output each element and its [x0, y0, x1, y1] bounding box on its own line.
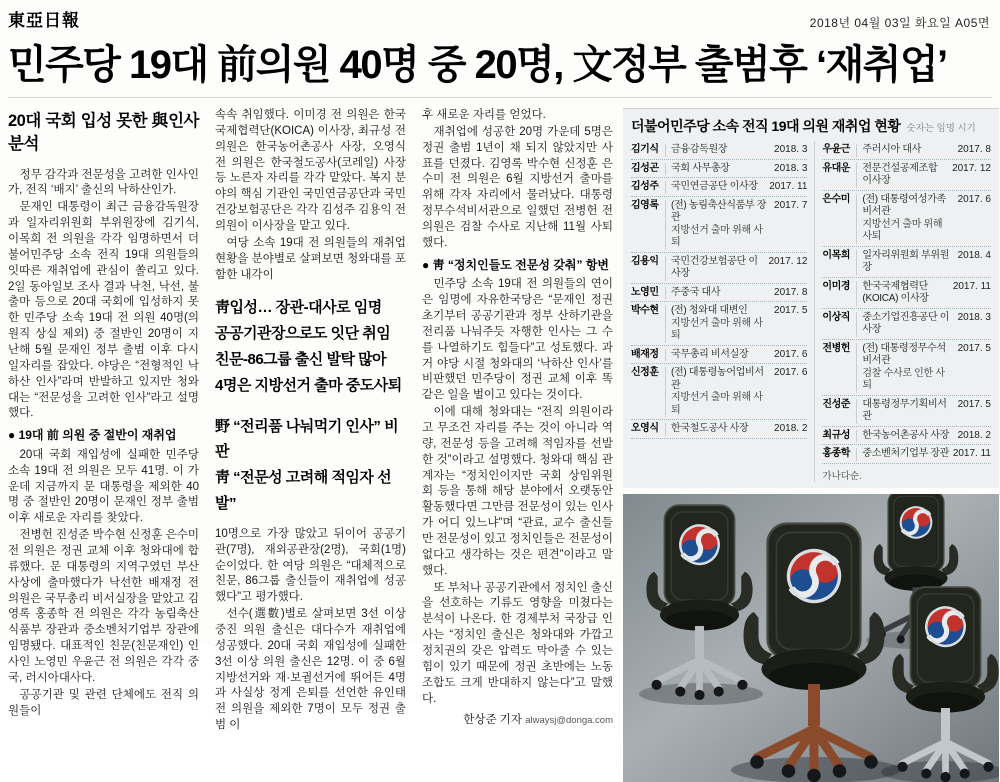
- pull-quote-line: 공공기관장으로도 잇단 취임: [215, 325, 391, 343]
- table-row: [822, 427, 991, 446]
- subhead-1: ● 19대 前 의원 중 절반이 재취업: [8, 428, 177, 443]
- pull-quote-line: 4명은 지방선거 출마 중도사퇴: [215, 376, 402, 394]
- appointment-date: 2017. 7: [774, 199, 808, 211]
- person-name: 신정훈: [631, 367, 659, 378]
- headline-rule: [8, 97, 992, 98]
- table-row: [631, 160, 807, 179]
- person-name: 박수현: [631, 305, 659, 316]
- subhead-2: ● 靑 “정치인들도 전문성 갖춰” 항변: [422, 257, 610, 272]
- position: 금융감독원장: [665, 144, 767, 157]
- appointment-date: 2017. 8: [957, 144, 991, 155]
- appointment-date: 2018. 3: [774, 144, 808, 155]
- paragraph: 또 부처나 공공기관에서 정치인 출신을 선호하는 기류도 영향을 미쳤다는 분석이 나온다. 한 경제부처 국장급 인사는 “정치인 출신은 청와대와 가깝고 정치권의 갖은 압력도 막아줄 수 있는 힘이 있기 때문에 정권 초반에는 노동조합도 크게 반대하지 않는다”고 말했다.: [422, 581, 613, 705]
- person-name: 홍종학: [822, 448, 850, 459]
- chairs-photo: [623, 494, 999, 782]
- appointment-date: 2017. 11: [769, 181, 808, 192]
- table-row: [822, 396, 991, 427]
- person-name: 노영민: [631, 286, 659, 298]
- paragraph: 정무 감각과 전문성을 고려한 인사인가, 전직 ‘배지’ 출신의 낙하산인가.: [8, 168, 199, 197]
- appointment-date: 2018. 2: [774, 423, 808, 434]
- paragraph: 선수(選數)별로 살펴보면 3선 이상 중진 의원 출신은 대다수가 재취업에 성공했다. 20대 국회 재입성에 실패한 3선 이상 의원 출신은 12명. 이 중 6월 지방선거와 재·보궐선거에 뛰어든 4명과 사실상 정계 은퇴를 선언한 유인태 전 의원을 제외한 7명이 모두 정권 출범 이: [215, 608, 406, 732]
- reporter-email: alwaysj@donga.com: [525, 715, 613, 727]
- table-footer: 가나다순.: [822, 470, 862, 482]
- position: 중소벤처기업부 장관: [856, 448, 949, 461]
- person-name: 은수미: [822, 193, 850, 205]
- person-name: 김성곤: [631, 162, 659, 174]
- appointment-date: 2017. 12: [952, 162, 991, 174]
- appointment-date: 2018. 3: [957, 311, 991, 323]
- appointment-date: 2017. 11: [952, 280, 991, 292]
- appointment-date: 2017. 12: [768, 255, 808, 267]
- sidebar-infographic: [623, 108, 999, 782]
- table-title: [631, 116, 991, 136]
- table-row: [822, 445, 991, 464]
- newspaper-logo: 東亞日報: [8, 11, 80, 30]
- appointment-date: 2017. 5: [957, 342, 991, 354]
- appointment-date: 2017. 6: [774, 348, 808, 360]
- main-headline: 민주당 19대 前의원 40명 중 20명, 文정부 출범후 ‘재취업’: [8, 43, 947, 87]
- article-body: [8, 108, 613, 782]
- position: 한국국제협력단(KOICA) 이사장: [856, 281, 949, 306]
- position: 대통령정무기획비서관: [856, 399, 951, 424]
- table-row: [822, 278, 991, 309]
- reporter-name: 한상준 기자: [463, 714, 522, 727]
- position: 한국철도공사 사장: [665, 423, 767, 436]
- person-name: 배재정: [631, 348, 659, 360]
- table-row: [631, 346, 807, 365]
- position: 국무총리 비서실장: [665, 349, 767, 362]
- position: (전) 농림축산식품부 장관 지방선거 출마 위해 사퇴: [665, 200, 767, 250]
- edition-date: 2018년 04월 03일 화요일 A05면: [809, 16, 990, 30]
- person-name: 김영록: [631, 199, 659, 211]
- person-name: 이목희: [822, 249, 850, 261]
- table-row: [631, 178, 807, 197]
- person-name: 전병헌: [822, 342, 850, 354]
- position: (전) 대통령농어업비서관 지방선거 출마 위해 사퇴: [665, 367, 767, 417]
- table-title-text: 더불어민주당 소속 전직 19대 의원 재취업 현황: [631, 118, 901, 134]
- table-row: [822, 191, 991, 247]
- table-row: [631, 284, 807, 303]
- rehire-status-table: [623, 108, 999, 488]
- table-row: [631, 253, 807, 284]
- table-groups: [631, 141, 991, 482]
- appointment-date: 2017. 6: [957, 193, 991, 205]
- table-left-group: [631, 141, 807, 482]
- table-row: [822, 141, 991, 160]
- table-row: [631, 197, 807, 253]
- table-row: [822, 340, 991, 396]
- section-header: 20대 국회 입성 못한 與인사 분석: [8, 112, 199, 153]
- position: 전문건설공제조합 이사장: [856, 163, 949, 188]
- paragraph: 재취업에 성공한 20명 가운데 5명은 정권 출범 1년이 채 되지 않았지만 사표를 던졌다. 김영록 박수현 신정훈 은수미 전 의원은 6월 지방선거 출마를 위해 각자 자리에서 물러났다. 대통령정무수석비서관으로 일했던 전병헌 전 의원은 검찰 수사로 지난해 11월 사퇴했다.: [422, 125, 613, 249]
- paragraph: 이에 대해 청와대는 “전직 의원이라고 무조건 자리를 주는 것이 아니라 역량, 전문성 등을 고려해 적임자를 선발한 것”이라고 설명했다. 청와대 핵심 관계자는 “정치인이지만 국회 상임위원회 등을 통해 해당 분야에서 오랫동안 활동했다면 그만큼 전문성이 있는 인사가 어디 있느냐”며 “관료, 교수 출신들만 전문성이 있고 정치인들은 전문성이 없다고 생각하는 것은 편견”이라고 말했다.: [422, 406, 613, 577]
- pull-quote-line: 친문-86그룹 출신 발탁 많아: [215, 351, 387, 369]
- appointment-date: 2017. 5: [957, 398, 991, 410]
- position: 주러시아 대사: [856, 144, 951, 157]
- table-row: [631, 141, 807, 160]
- appointment-date: 2017. 11: [952, 448, 991, 459]
- position: 주중국 대사: [665, 287, 767, 300]
- appointment-date: 2018. 3: [774, 162, 808, 174]
- person-name: 이상직: [822, 311, 850, 323]
- person-name: 우윤근: [822, 144, 850, 155]
- table-row: [822, 309, 991, 340]
- paragraph: 속속 취임했다. 이미경 전 의원은 한국국제협력단(KOICA) 이사장, 최규성 전 의원은 한국농어촌공사 사장, 오영식 전 의원은 한국철도공사(코레일) 사장 등 노른자 자리를 각각 맡았다. 복지 분야의 핵심 기관인 국민연금공단과 국민건강보험공단은 각각 김성주 김용익 전 의원이 이사장을 맡고 있다.: [215, 109, 406, 233]
- appointment-date: 2017. 5: [774, 305, 808, 316]
- person-name: 최규성: [822, 429, 850, 441]
- page-main: [8, 108, 992, 782]
- paragraph: 여당 소속 19대 전 의원들의 재취업 현황을 분야별로 살펴보면 청와대를 포함한 내각이: [215, 236, 406, 281]
- person-name: 김성주: [631, 181, 659, 192]
- person-name: 김기식: [631, 144, 659, 155]
- paragraph: 공공기관 및 관련 단체에도 전직 의원들이: [8, 688, 199, 717]
- pull-quote-line: 靑 “전문성 고려해 적임자 선발”: [215, 469, 392, 513]
- pull-quote-1: [215, 295, 406, 398]
- position: 중소기업진흥공단 이사장: [856, 312, 951, 337]
- position: 한국농어촌공사 사장: [856, 430, 951, 443]
- article-column-3: [422, 108, 613, 782]
- person-name: 이미경: [822, 280, 850, 292]
- appointment-date: 2017. 8: [774, 286, 808, 298]
- appointment-date: 2018. 4: [957, 249, 991, 261]
- table-right-group: [814, 141, 991, 482]
- person-name: 유대운: [822, 162, 850, 174]
- position: 국민연금공단 이사장: [665, 181, 766, 194]
- person-name: 김용익: [631, 255, 659, 267]
- byline: [422, 713, 613, 729]
- table-row: [631, 302, 807, 346]
- appointment-date: 2018. 2: [957, 429, 991, 441]
- paragraph: 민주당 소속 19대 전 의원들의 연이은 임명에 자유한국당은 “문재인 정권 초기부터 공공기관과 정부 산하기관을 전리품 나눠주듯 자행한 인사는 그 수를 나열하기도 힘들다”고 성토했다. 과거 야당 시절 청와대의 ‘낙하산 인사’를 비판했던 민주당이 정권 교체 이후 똑같은 일을 벌이고 있다는 것이다.: [422, 278, 613, 402]
- position: 국민건강보험공단 이사장: [665, 256, 765, 281]
- table-row: [822, 160, 991, 191]
- pull-quote-2: [215, 414, 406, 517]
- table-row: [631, 420, 807, 439]
- table-note: 숫자는 임명 시기: [906, 123, 976, 134]
- person-name: 진성준: [822, 398, 850, 410]
- paragraph: 10명으로 가장 많았고 뒤이어 공공기관(7명), 재외공관장(2명), 국회(1명) 순이었다. 한 여당 의원은 “대체적으로 친문, 86그룹 출신들이 재취업에 성공했다”고 평가했다.: [215, 527, 406, 604]
- table-row: [822, 247, 991, 278]
- paragraph: 20대 국회 재입성에 실패한 민주당 소속 19대 전 의원은 모두 41명. 이 가운데 지금까지 문 대통령을 제외한 40명 중 절반인 20명이 문재인 정부 출범 이후 새로운 자리를 찾았다.: [8, 448, 199, 525]
- table-row: [631, 364, 807, 420]
- position: 일자리위원회 부위원장: [856, 250, 951, 275]
- pull-quote-line: 野 “전리품 나눠먹기 인사” 비판: [215, 417, 399, 461]
- position: 국회 사무총장: [665, 163, 767, 176]
- article-column-1: [8, 108, 199, 782]
- masthead: [8, 5, 992, 31]
- appointment-date: 2017. 6: [774, 367, 808, 378]
- position: (전) 대통령여성가족비서관 지방선거 출마 위해 사퇴: [856, 194, 951, 244]
- paragraph: 후 새로운 자리를 얻었다.: [422, 109, 546, 121]
- paragraph: 문재인 대통령이 최근 금융감독원장과 일자리위원회 부위원장에 김기식, 이목희 전 의원을 각각 임명하면서 더불어민주당 소속 전직 19대 의원들의 잇따른 재취업에 관심이 쏠리고 있다. 2일 동아일보 조사 결과 낙천, 낙선, 불출마 등으로 20대 국회에 입성하지 못한 민주당 소속 19대 전 의원 40명(의원직 상실 제외) 중 절반인 20명이 지난해 5월 문재인 정부 출범 이후 다시 일자리를 잡았다. 야당은 “전형적인 낙하산 인사”라며 반발하고 있지만 청와대는 “전문성을 고려한 인사”라고 설명했다.: [8, 201, 199, 420]
- paragraph: 전병헌 진성준 박수현 신정훈 은수미 전 의원은 정권 교체 이후 청와대에 합류했다. 문 대통령의 지역구였던 부산 사상에 출마했다가 낙선한 배재정 전 의원은 국무총리 비서실장을 맡았고 김영록 홍종학 전 의원은 각각 농림축산식품부 장관과 중소벤처기업부 장관에 임명됐다. 대표적인 친문(친문재인) 인사인 노영민 우윤근 전 의원은 각각 중국, 러시아대사다.: [8, 529, 199, 684]
- article-column-2: [215, 108, 406, 782]
- person-name: 오영식: [631, 423, 659, 434]
- position: (전) 대통령정무수석비서관 검찰 수사로 인한 사퇴: [856, 343, 951, 393]
- position: (전) 청와대 대변인 지방선거 출마 위해 사퇴: [665, 305, 767, 343]
- pull-quote-line: 靑입성… 장관-대사로 임명: [215, 299, 382, 317]
